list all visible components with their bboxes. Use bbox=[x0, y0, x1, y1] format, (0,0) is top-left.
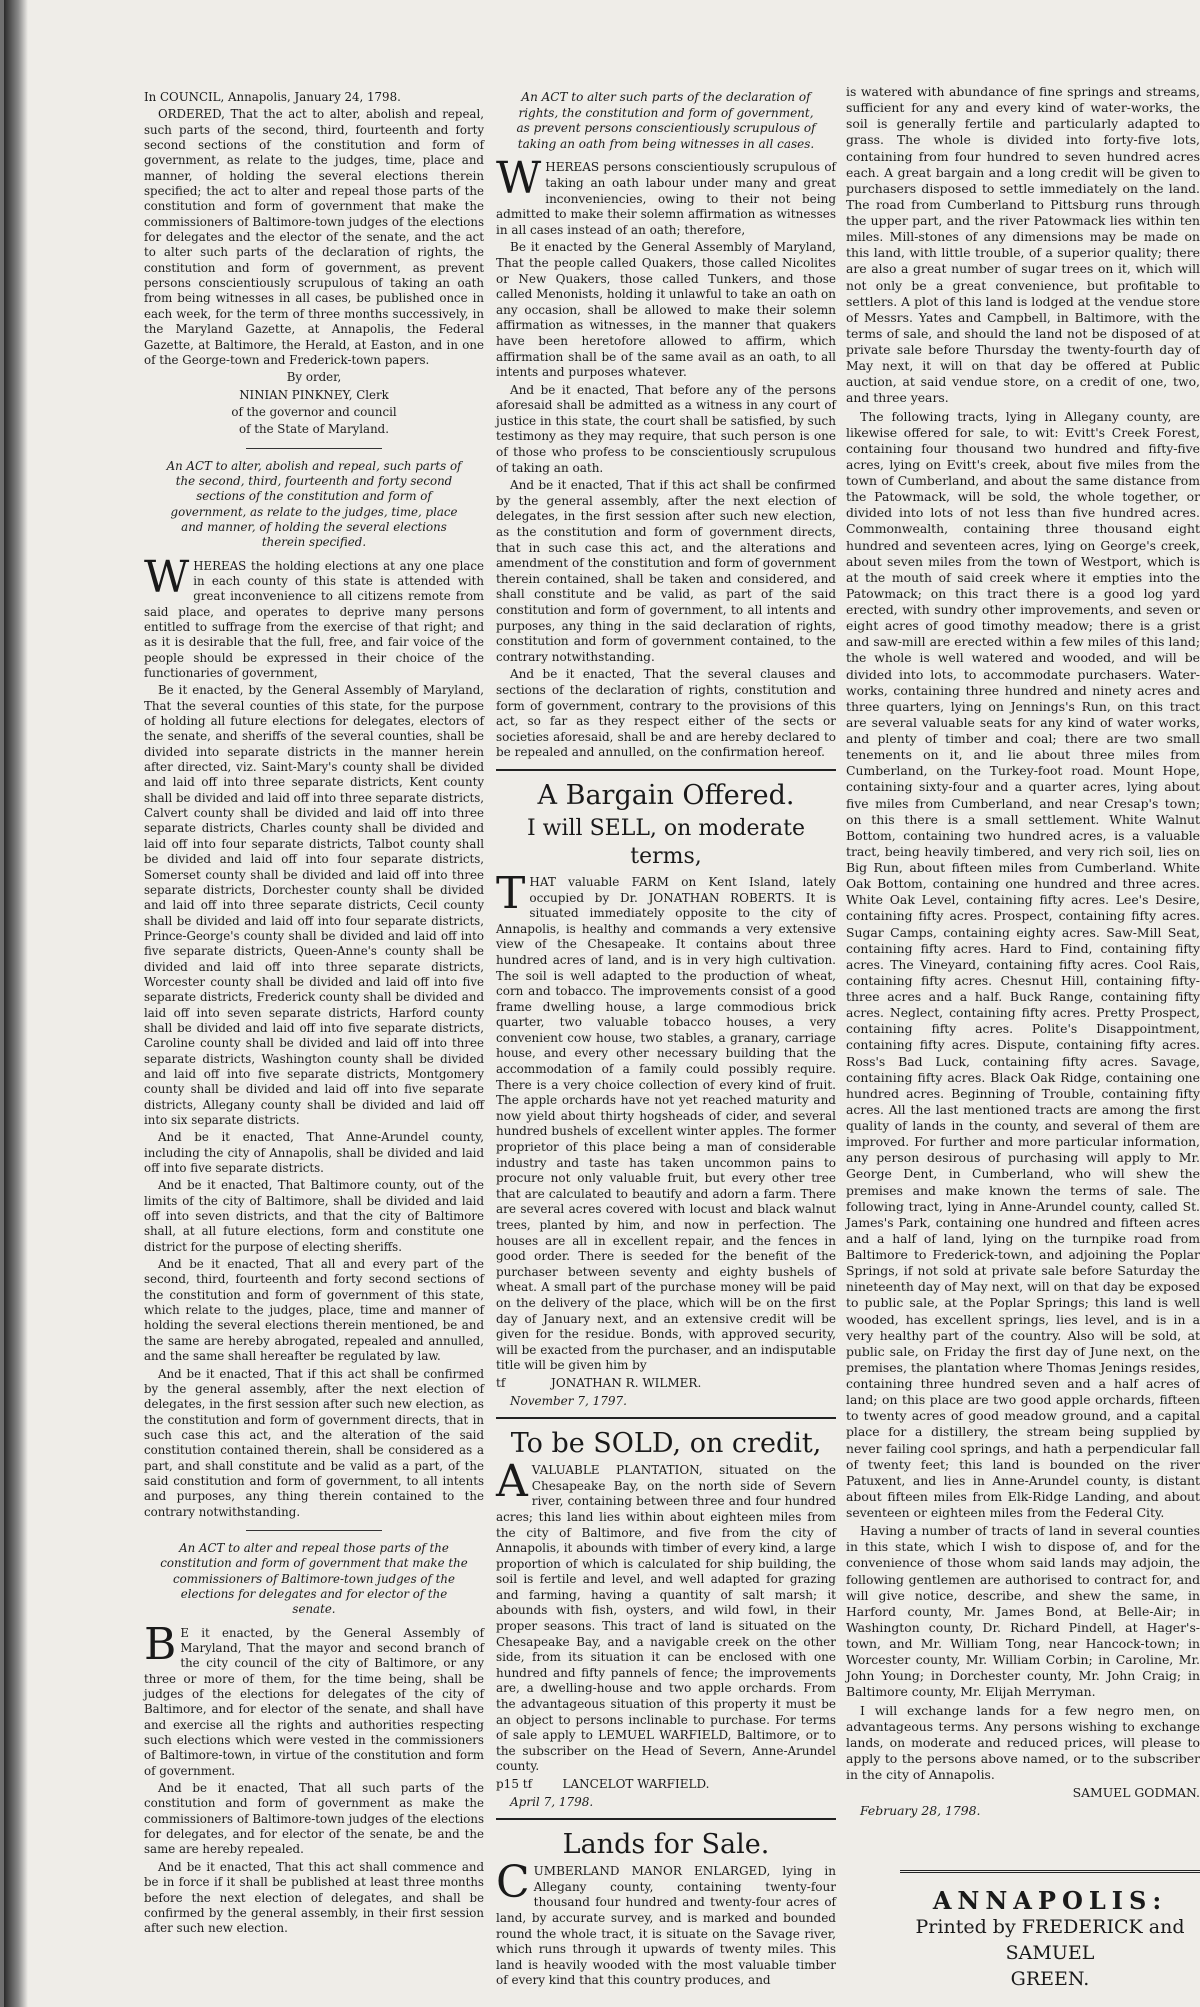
sold-para-1 bbox=[496, 1456, 836, 1775]
act-3-para-1-text: HEREAS persons conscientiously scrupulous of taking an oath labour under many and great inconveniencies, owing to their not being admitted to make their solemn affirmation as witnesses in all cases instead of an oath; therefore, bbox=[496, 160, 836, 237]
bargain-signature bbox=[496, 1376, 836, 1392]
act-1-para-6: And be it enacted, That if this act shall be confirmed by the general assembly, after the next election of delegates, in the first session after such new election, as the constitution and form of government directs, that in such case this act, and the alteration of the said constitution contained therein, shall be considered as a part, and shall constitute and be valid as a part, of the said constitution and form of government, to all intents and purposes, any thing therein contained to the contrary notwithstanding. bbox=[144, 1366, 484, 1519]
bargain-subtitle: I will SELL, on moderate terms, bbox=[526, 815, 806, 869]
divider bbox=[496, 769, 836, 771]
act-1-para-1 bbox=[144, 551, 484, 682]
council-signer-title-1: of the governor and council bbox=[231, 404, 397, 419]
lands-continued-para-4: I will exchange lands for a few negro men, on advantageous terms. Any persons wishing to exchange lands, on moderate and reduced prices, will please to apply to the persons above named, or to the subscriber in the city of Annapolis. bbox=[846, 1702, 1200, 1782]
drop-cap: W bbox=[496, 153, 542, 205]
bargain-para-1 bbox=[496, 867, 836, 1374]
drop-cap: T bbox=[496, 867, 526, 919]
act-3-para-2: Be it enacted by the General Assembly of Maryland, That the people called Quakers, those called Nicolites or New Quakers, those called Tunkers, and those called Menonists, holding it unlawful to take an oath on any occasion, shall be allowed to make their solemn affirmation as witnesses, in the manner that quakers have been heretofore allowed to affirm, which affirmation shall be of the same avail as an oath, to all intents and purposes whatever. bbox=[496, 240, 836, 380]
bargain-signer: JONATHAN R. WILMER. bbox=[551, 1375, 702, 1390]
divider bbox=[246, 448, 382, 449]
act-2-para-1-text: E it enacted, by the General Assembly of Maryland, That the mayor and second branch of the city council of the city of Baltimore, or any three or more of them, for the time being, shall be judges of the elections for delegates of the city of Baltimore, and for elector of the senate, and shall have and exercise all the rights and authorities respecting such elections which were vested in the commissioners of Baltimore-town, in virtue of the constitution and form of government. bbox=[144, 1625, 484, 1778]
imprint-city: ANNAPOLIS: bbox=[932, 1886, 1168, 1915]
act-2-para-1 bbox=[144, 1618, 484, 1779]
imprint-line-2: GREEN. bbox=[1010, 1968, 1090, 1990]
divider bbox=[496, 1417, 836, 1419]
act-1-para-4: And be it enacted, That Baltimore county, out of the limits of the city of Baltimore, shall be divided and laid off into seven districts, and that the city of Baltimore shall, at all future elections, form and constitute one district for the purpose of electing sheriffs. bbox=[144, 1178, 484, 1254]
sold-date: April 7, 1798. bbox=[510, 1794, 594, 1809]
council-order: ORDERED, That the act to alter, abolish and repeal, such parts of the second, third, fourteenth and forty second sections of the constitution and form of government, as relate to the judges, time, place and manner, of holding the several elections therein specified; the act to alter and repeal those parts of the constitution and form of government that make the commissioners of Baltimore-town judges of the elections for delegates and the elector of the senate, and the act to alter such parts of the declaration of rights, the constitution and form of government, as prevent persons conscientiously scrupulous of taking an oath from being witnesses in all cases, be published once in each week, for the term of three months successively, in the Maryland Gazette, at Annapolis, the Federal Gazette, at Baltimore, the Herald, at Easton, and in one of the George-town and Frederick-town papers. bbox=[144, 107, 484, 367]
council-heading: In COUNCIL, Annapolis, January 24, 1798. bbox=[144, 90, 401, 104]
lands-signer: SAMUEL GODMAN. bbox=[1072, 1785, 1200, 1801]
column-2 bbox=[496, 84, 836, 1991]
divider bbox=[246, 1530, 382, 1531]
lands-continued-para-3: Having a number of tracts of land in several counties in this state, which I wish to dispose of, and for the convenience of those whom said lands may adjoin, the following gentlemen are authorised to contract for, and will give notice, describe, and shew the same, in Harford county, Mr. James Bond, at Belle-Air; in Washington county, Dr. Richard Pindell, at Hager's-town, and Mr. William Tong, near Hancock-town; in Worcester county, Mr. William Corbin; in Caroline, Mr. John Young; in Dorchester county, Mr. John Craig; in Baltimore county, Mr. Elijah Merryman. bbox=[846, 1523, 1200, 1700]
lands-continued-para-2: The following tracts, lying in Allegany county, are likewise offered for sale, to wit: Evitt's Creek Forest, containing four thousand two hundred and fifty-five acres, lying on Evitt's creek, about five miles from the town of Cumberland, and about the same distance from the Patowmack, will be sold, the whole together, or divided into lots of not less than five hundred acres. Commonwealth, containing three thousand eight hundred and seventeen acres, lying on George's creek, about seven miles from the town of Westport, which is at the mouth of said creek where it empties into the Patowmack; on this tract there is a good log yard erected, with sundry other improvements, and seven or eight acres of good timothy meadow; there is a grist and saw-mill are erected within a few miles of this land; the whole is well watered and wooded, and will be divided into lots, to accommodate purchasers. Water-works, containing three hundred and ninety acres and three quarters, lying on Jennings's Run, on this tract are several valuable seats for any kind of water works, and plenty of timber and coal; there are two small tenements on it, and lie about three miles from Cumberland, on the Turkey-foot road. Mount Hope, containing sixty-four and a quarter acres, lying about five miles from Cumberland, and near Cresap's town; on this there is a small settlement. White Walnut Bottom, containing two hundred acres, is a valuable tract, being heavily timbered, and very rich soil, lies on Big Run, about fifteen miles from Cumberland. White Oak Bottom, containing one hundred and three acres. White Oak Level, containing fifty acres. Lee's Desire, containing fifty acres. Prospect, containing fifty acres. Sugar Camps, containing eighty acres. Saw-Mill Seat, containing fifty acres. Hard to Find, containing fifty acres. The Vineyard, containing fifty acres. Cool Rais, containing fifty acres. Chesnut Hill, containing fifty-three acres and a half. Buck Range, containing fifty acres. Neglect, containing fifty acres. Pretty Prospect, containing fifty acres. Polite's Disappointment, containing fifty acres. Dispute, containing fifty acres. Ross's Bad Luck, containing fifty acres. Savage, containing fifty acres. Black Oak Ridge, containing one hundred acres. Beginning of Trouble, containing fifty acres. All the last mentioned tracts are among the first quality of lands in the county, and several of them are improved. For further and more particular information, any person desirous of purchasing will apply to Mr. George Dent, in Cumberland, who will shew the premises and make known the terms of sale. The following tract, lying in Anne-Arundel county, called St. James's Park, containing one hundred and fifteen acres and a half of land, lying on the turnpike road from Baltimore to Frederick-town, and adjoining the Poplar Springs, if not sold at private sale before Saturday the nineteenth day of May next, will on that day be exposed to public sale, at the Poplar Springs; this land is well wooded, has excellent springs, lies level, and is in a very healthy part of the country. Also will be sold, at public sale, on Friday the first day of June next, on the premises, the plantation where Thomas Jenings resides, containing three hundred seven and a half acres of land; on this place are two good apple orchards, fifteen to twenty acres of good meadow ground, and a capital place for a distillery, the stream being supplied by never failing cool springs, and hath a perpendicular fall of twenty feet; this land is bounded on the river Patuxent, and lies in Anne-Arundel county, is distant about fifteen miles from Elk-Ridge Landing, and about seventeen or eighteen miles from the Federal City. bbox=[846, 408, 1200, 1520]
sold-code: p15 tf bbox=[496, 1777, 533, 1791]
binding-shadow bbox=[4, 0, 28, 2007]
newspaper-page bbox=[4, 0, 1200, 2007]
imprint-divider bbox=[900, 1870, 1200, 1873]
act-3-para-4: And be it enacted, That if this act shall be confirmed by the general assembly, after the next election of delegates, in the first session after such new election, as the constitution and form of government directs, that in such case this act, and the alterations and amendment of the constitution and form of government therein contained, shall be taken and considered, and shall constitute and be valid, as part of the said constitution and form of government, to all intents and purposes, any thing in the said declaration of rights, constitution and form of government contained, to the contrary notwithstanding. bbox=[496, 478, 836, 664]
lands-date: February 28, 1798. bbox=[860, 1803, 981, 1819]
act-1-para-3: And be it enacted, That Anne-Arundel county, including the city of Annapolis, shall be divided and laid off into five separate districts. bbox=[144, 1130, 484, 1176]
column-1 bbox=[144, 90, 484, 1939]
council-signer: NINIAN PINKNEY, Clerk bbox=[239, 387, 389, 402]
council-by-order: By order, bbox=[286, 370, 342, 385]
drop-cap: C bbox=[496, 1857, 530, 1909]
act-2-para-3: And be it enacted, That this act shall commence and be in force if it shall be published at least three months before the next election of delegates, and shall be confirmed by the general assembly, in their first session after such new election. bbox=[144, 1859, 484, 1936]
drop-cap: B bbox=[144, 1618, 177, 1670]
act-3-para-5: And be it enacted, That the several clauses and sections of the declaration of rights, constitution and form of government, contrary to the provisions of this act, so far as they respect either of the sects or societies aforesaid, shall be and are hereby declared to be repealed and annulled, on the confirmation hereof. bbox=[496, 667, 836, 760]
bargain-para-1-text: HAT valuable FARM on Kent Island, lately occupied by Dr. JONATHAN ROBERTS. It is situated immediately opposite to the city of Annapolis, is healthy and commands a very extensive view of the Chesapeake. It contains about three hundred acres of land, and is in very high cultivation. The soil is well adapted to the production of wheat, corn and tobacco. The improvements consist of a good frame dwelling house, a large commodious brick quarter, two valuable tobacco houses, a very convenient cow house, two stables, a granary, carriage house, and every other necessary building that the accommodation of a family could possibly require. There is a very choice collection of every kind of fruit. The apple orchards have not yet reached maturity and now yield about thirty hogsheads of cider, and several hundred bushels of excellent winter apples. The former proprietor of this place being a man of considerable industry and taste has taken uncommon pains to procure not only valuable fruit, but every other tree that are calculated to beautify and adorn a farm. There are several acres covered with locust and black walnut trees, planted by him, and now in perfection. The houses are all in excellent repair, and the fences in good order. There is seeded for the benefit of the purchaser between seventy and eighty bushels of wheat. A small part of the purchase money will be paid on the delivery of the place, which will be on the first day of January next, and an extensive credit will be given for the residue. Bonds, with approved security, will be exacted from the purchaser, and an indisputable title will be given him by bbox=[496, 874, 836, 1373]
act-1-para-5: And be it enacted, That all and every part of the second, third, fourteenth and forty second sections of the constitution and form of government of this state, which relate to the judges, place, time and manner of holding the several elections therein mentioned, be and the same are hereby abrogated, repealed and annulled, and the same shall hereafter be regulated by law. bbox=[144, 1257, 484, 1364]
sold-title: To be SOLD, on credit, bbox=[510, 1428, 822, 1460]
imprint-line-1: Printed by FREDERICK and SAMUEL bbox=[915, 1916, 1185, 1964]
act-3-title: An ACT to alter such parts of the declaration of rights, the constitution and form of government, as prevent persons conscientiously scrupulous of taking an oath from being witnesses in all cases. bbox=[516, 90, 816, 151]
act-1-para-1-text: HEREAS the holding elections at any one place in each county of this state is attended with great inconvenience to all citizens remote from said place, and operates to deprive many persons entitled to suffrage from the exercise of that right; and as it is desirable that the full, free, and fair voice of the people should be expressed in their choice of the functionaries of government, bbox=[144, 558, 484, 681]
lands-para-1-text: UMBERLAND MANOR ENLARGED, lying in Allegany county, containing twenty-four thousand four hundred and twenty-four acres of land, by accurate survey, and is marked and bounded round the whole tract, it is situate on the Savage river, which runs through it upwards of twenty miles. This land is heavily wooded with the most valuable timber of every kind that this country produces, and bbox=[496, 1864, 836, 1988]
drop-cap: A bbox=[496, 1456, 528, 1508]
act-1-para-2: Be it enacted, by the General Assembly of Maryland, That the several counties of this state, for the purpose of holding all future elections for delegates, electors of the senate, and sheriffs of the several counties, shall be divided into separate districts in the manner herein after directed, viz. Saint-Mary's county shall be divided and laid off into three separate districts, Kent county shall be divided and laid off into three separate districts, Calvert county shall be divided and laid off into three separate districts, Charles county shall be divided and laid off into four separate districts, Talbot county shall be divided and laid off into four separate districts, Somerset county shall be divided and laid off into three separate districts, Dorchester county shall be divided and laid off into three separate districts, Cecil county shall be divided and laid off into four separate districts, Prince-George's county shall be divided and laid off into five separate districts, Queen-Anne's county shall be divided and laid off into three separate districts, Worcester county shall be divided and laid off into five separate districts, Frederick county shall be divided and laid off into seven separate districts, Harford county shall be divided and laid off into five separate districts, Caroline county shall be divided and laid off into three separate districts, Washington county shall be divided and laid off into five separate districts, Montgomery county shall be divided and laid off into five separate districts, Allegany county shall be divided and laid off into six separate districts. bbox=[144, 683, 485, 1127]
imprint bbox=[900, 1888, 1200, 1992]
act-1-title: An ACT to alter, abolish and repeal, such parts of the second, third, fourteenth and forty second sections of the constitution and form of government, as relate to the judges, time, place and manner, of holding the several elections therein specified. bbox=[166, 458, 462, 550]
council-signer-title-2: of the State of Maryland. bbox=[239, 422, 389, 437]
act-3-para-1 bbox=[496, 153, 836, 238]
bargain-title: A Bargain Offered. bbox=[537, 779, 795, 811]
sold-signer: LANCELOT WARFIELD. bbox=[562, 1777, 710, 1791]
sold-para-1-text: VALUABLE PLANTATION, situated on the Chesapeake Bay, on the north side of Severn river, containing between three and four hundred acres; this land lies within about eighteen miles from the city of Baltimore, and five from the city of Annapolis, it abounds with timber of every kind, a large proportion of which is calculated for ship building, the soil is fertile and level, and well adapted for grazing and farming, having a quantity of salt marsh; it abounds with fish, oysters, and wild fowl, in their proper seasons. This tract of land is situated on the Chesapeake Bay, and a navigable creek on the other side, from its situation it can be enclosed with one hundred and fifty pannels of fence; the improvements are, a dwelling-house and two apple orchards. From the advantageous situation of this property it must be an object to persons inclinable to purchase. For terms of sale apply to LEMUEL WARFIELD, Baltimore, or to the subscriber on the Head of Severn, Anne-Arundel county. bbox=[496, 1463, 836, 1774]
act-2-title: An ACT to alter and repeal those parts of the constitution and form of government that make the commissioners of Baltimore-town judges of the elections for delegates and for elector of the senate. bbox=[160, 1540, 468, 1617]
divider bbox=[496, 1818, 836, 1820]
sold-signature bbox=[496, 1777, 836, 1793]
bargain-date: November 7, 1797. bbox=[510, 1393, 627, 1408]
drop-cap: W bbox=[144, 551, 190, 603]
lands-para-1 bbox=[496, 1857, 836, 1989]
column-3 bbox=[846, 84, 1200, 1821]
act-2-para-2: And be it enacted, That all such parts of the constitution and form of government as make the commissioners of Baltimore-town judges of the elections for delegates, and for elector of the senate, be and the same are hereby repealed. bbox=[144, 1781, 484, 1857]
lands-title: Lands for Sale. bbox=[562, 1829, 770, 1861]
lands-continued-para-1: is watered with abundance of fine springs and streams, sufficient for any and every kind of water-works, the soil is generally fertile and particularly adapted to grass. The whole is divided into forty-five lots, containing from four hundred to seven hundred acres each. A great bargain and a long credit will be given to purchasers disposed to settle immediately on the land. The road from Cumberland to Pittsburg runs through the upper part, and the river Patowmack lies within ten miles. Mill-stones of any dimensions may be made on this land, with little trouble, of a superior quality; there are also a great number of sugar trees on it, which will not only be a great convenience, but profitable to settlers. A plot of this land is lodged at the vendue store of Messrs. Yates and Campbell, in Baltimore, with the terms of sale, and should the land not be disposed of at private sale before Thursday the twenty-fourth day of May next, it will on that day be offered at Public auction, at said vendue store, on a credit of one, two, and three years. bbox=[846, 84, 1200, 406]
act-3-para-3: And be it enacted, That before any of the persons aforesaid shall be admitted as a witness in any court of justice in this state, the court shall be satisfied, by such testimony as they may require, that such person is one of those who profess to be conscientiously scrupulous of taking an oath. bbox=[496, 382, 836, 475]
bargain-code: tf bbox=[496, 1375, 506, 1390]
